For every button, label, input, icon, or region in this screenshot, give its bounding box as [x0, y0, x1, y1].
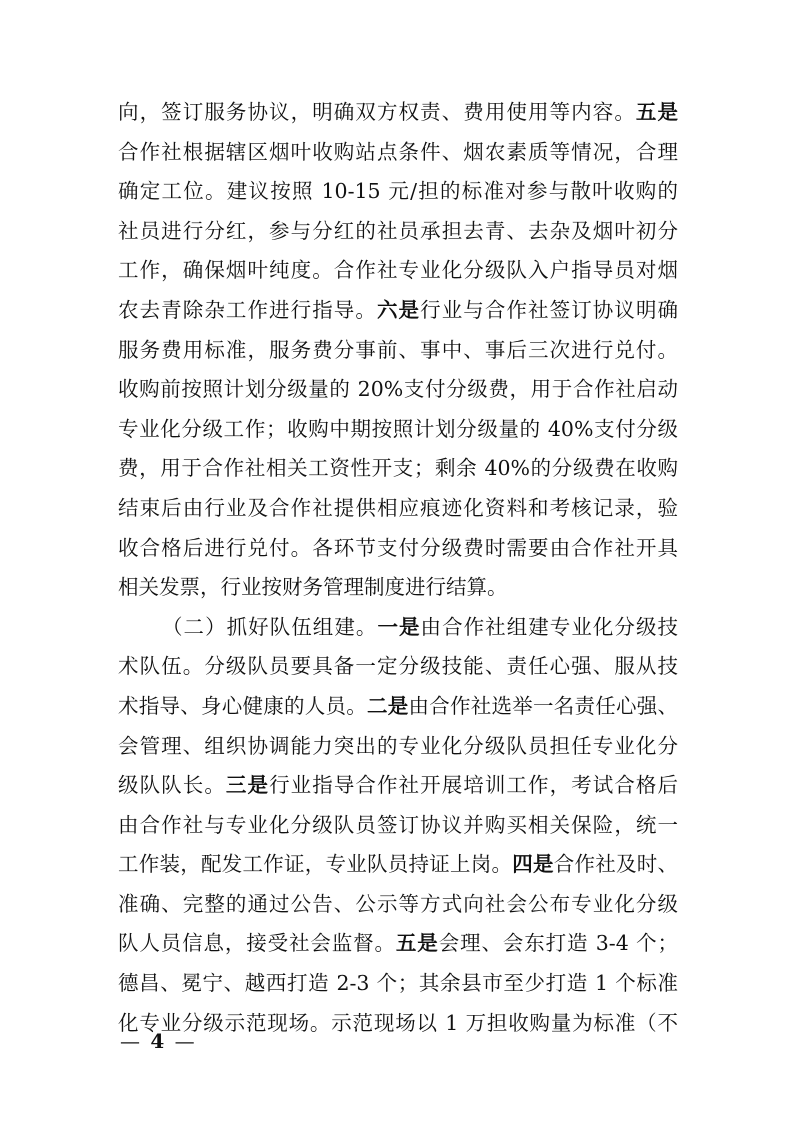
- emphasis-text: 一是: [377, 614, 421, 639]
- text-line: [118, 766, 678, 806]
- text-segment: 级队队长。: [118, 773, 226, 798]
- text-line: [118, 568, 678, 608]
- text-segment: 收合格后进行兑付。各环节支付分级费时需要由合作社开具: [118, 535, 678, 560]
- emphasis-text: 三是: [225, 773, 270, 798]
- text-segment: 德昌、冕宁、越西打造 2-3 个；其余县市至少打造 1 个标准: [118, 971, 678, 996]
- text-line: [118, 449, 678, 489]
- emphasis-text: 二是: [367, 693, 409, 718]
- text-line: [118, 608, 678, 648]
- text-segment: 由合作社选举一名责任心强、: [408, 693, 678, 718]
- text-line: [118, 845, 678, 885]
- text-segment: 合作社根据辖区烟叶收购站点条件、烟农素质等情况，合理: [118, 139, 678, 164]
- text-segment: 队人员信息，接受社会监督。: [118, 931, 396, 956]
- text-line: [118, 93, 678, 133]
- text-line: [118, 647, 678, 687]
- text-segment: 会理、会东打造 3-4 个；: [438, 931, 679, 956]
- text-segment: 农去青除杂工作进行指导。: [118, 297, 377, 322]
- text-segment: 合作社及时、: [553, 852, 678, 877]
- text-line: [118, 885, 678, 925]
- text-segment: 行业指导合作社开展培训工作，考试合格后: [269, 773, 679, 798]
- text-line: [118, 964, 678, 1004]
- footer-dash-left: —: [120, 1029, 140, 1053]
- text-line: [118, 212, 678, 252]
- text-line: [118, 133, 678, 173]
- text-line: [118, 806, 678, 846]
- text-segment: 由合作社与专业化分级队员签订协议并购买相关保险，统一: [118, 812, 678, 837]
- text-segment: 结束后由行业及合作社提供相应痕迹化资料和考核记录，验: [118, 495, 678, 520]
- text-line: [118, 172, 678, 212]
- text-segment: 专业化分级工作；收购中期按照计划分级量的 40%支付分级: [118, 416, 678, 441]
- text-segment: 费，用于合作社相关工资性开支；剩余 40%的分级费在收购: [118, 456, 678, 481]
- text-segment: （二）抓好队伍组建。: [162, 614, 378, 639]
- text-line: [118, 370, 678, 410]
- text-segment: 社员进行分红，参与分红的社员承担去青、去杂及烟叶初分: [118, 218, 678, 243]
- text-segment: 收购前按照计划分级量的 20%支付分级费，用于合作社启动: [118, 377, 678, 402]
- text-line: [118, 489, 678, 529]
- text-line: [118, 924, 678, 964]
- emphasis-text: 四是: [512, 852, 554, 877]
- text-segment: 术指导、身心健康的人员。: [118, 693, 367, 718]
- body-text: [118, 93, 678, 1043]
- text-segment: 服务费用标准，服务费分事前、事中、事后三次进行兑付。: [118, 337, 678, 362]
- text-line: [118, 410, 678, 450]
- text-segment: 确定工位。建议按照 10-15 元/担的标准对参与散叶收购的: [118, 179, 678, 204]
- text-segment: 行业与合作社签订协议明确: [420, 297, 679, 322]
- emphasis-text: 五是: [635, 100, 679, 124]
- text-segment: 术队伍。分级队员要具备一定分级技能、责任心强、服从技: [118, 654, 678, 679]
- text-segment: 由合作社组建专业化分级技: [420, 614, 679, 639]
- text-line: [118, 291, 678, 331]
- text-segment: 向，签订服务协议，明确双方权责、费用使用等内容。: [118, 100, 636, 124]
- text-segment: 准确、完整的通过公告、公示等方式向社会公布专业化分级: [118, 891, 678, 916]
- text-line: [118, 687, 678, 727]
- text-segment: 相关发票，行业按财务管理制度进行结算。: [118, 575, 508, 600]
- page-footer: [120, 1027, 195, 1055]
- emphasis-text: 五是: [395, 931, 439, 956]
- footer-dash-right: —: [174, 1029, 195, 1053]
- text-line: [118, 529, 678, 569]
- text-line: [118, 727, 678, 767]
- text-line: [118, 331, 678, 371]
- text-segment: 工作，确保烟叶纯度。合作社专业化分级队入户指导员对烟: [118, 258, 678, 283]
- page-number: 4: [150, 1029, 165, 1053]
- emphasis-text: 六是: [376, 297, 421, 322]
- text-line: [118, 1004, 678, 1044]
- text-line: [118, 251, 678, 291]
- text-segment: 工作装，配发工作证，专业队员持证上岗。: [118, 852, 513, 877]
- text-segment: 化专业分级示范现场。示范现场以 1 万担收购量为标准（不: [118, 1010, 678, 1035]
- text-segment: 会管理、组织协调能力突出的专业化分级队员担任专业化分: [118, 733, 678, 758]
